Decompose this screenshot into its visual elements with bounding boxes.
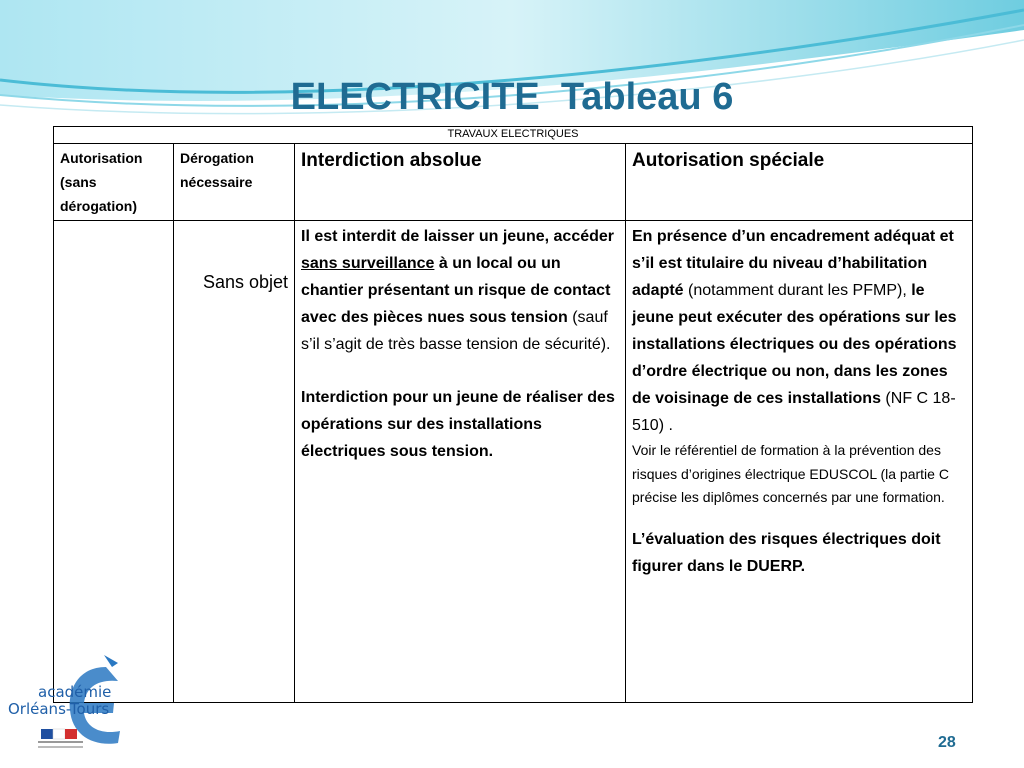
col-header-autorisation-speciale: Autorisation spéciale <box>626 144 973 221</box>
autorisation-text-b: (notamment durant les PFMP), <box>683 282 912 299</box>
eduscol-reference-text: Voir le référentiel de formation à la prévention des risques d’origines électrique EDUSCOL (la partie C précise les diplômes concernés par une formation. <box>632 442 949 505</box>
interdiction-text-a: Il est interdit de laisser un jeune, accéder <box>301 228 615 245</box>
interdiction-text-b: à un local ou un chantier présentant un risque de contact avec des pièces nues sous tension <box>301 255 611 326</box>
table-header: TRAVAUX ELECTRIQUES <box>54 127 973 144</box>
cell-autorisation-speciale <box>626 221 973 703</box>
cell-autorisation <box>54 221 174 703</box>
col-header-autorisation: Autorisation (sans dérogation) <box>54 144 174 221</box>
cell-sans-objet: Sans objet <box>174 221 295 703</box>
cell-interdiction <box>295 221 626 703</box>
sans-surveillance-underline: sans surveillance <box>301 255 435 272</box>
col-header-derogation: Dérogation nécessaire <box>174 144 295 221</box>
interdiction-text-c: (sauf s’il s’agit de très basse tension de sécurité). <box>301 309 611 353</box>
page-number: 28 <box>938 734 956 751</box>
autorisation-text-c: le jeune peut exécuter des opérations sur les installations électriques ou des opérations d’ordre électrique ou non, dans les zones de voisinage de ces installations <box>632 282 957 407</box>
autorisation-text-a: En présence d’un encadrement adéquat et s’il est titulaire du niveau d’habilitation adapté <box>632 228 954 299</box>
col-header-interdiction: Interdiction absolue <box>295 144 626 221</box>
duerp-text: L’évaluation des risques électriques doit figurer dans le DUERP. <box>632 530 941 575</box>
interdiction-operations-text: Interdiction pour un jeune de réaliser des opérations sur des installations électriques sous tension. <box>301 389 615 460</box>
logo-line2: Orléans-Tours <box>8 700 110 718</box>
autorisation-text-d: (NF C 18-510) . <box>632 390 956 434</box>
academie-logo <box>8 655 138 755</box>
logo-line1: académie <box>38 683 112 701</box>
slide-title: ELECTRICITE Tableau 6 <box>290 76 734 118</box>
travaux-table <box>53 126 973 703</box>
